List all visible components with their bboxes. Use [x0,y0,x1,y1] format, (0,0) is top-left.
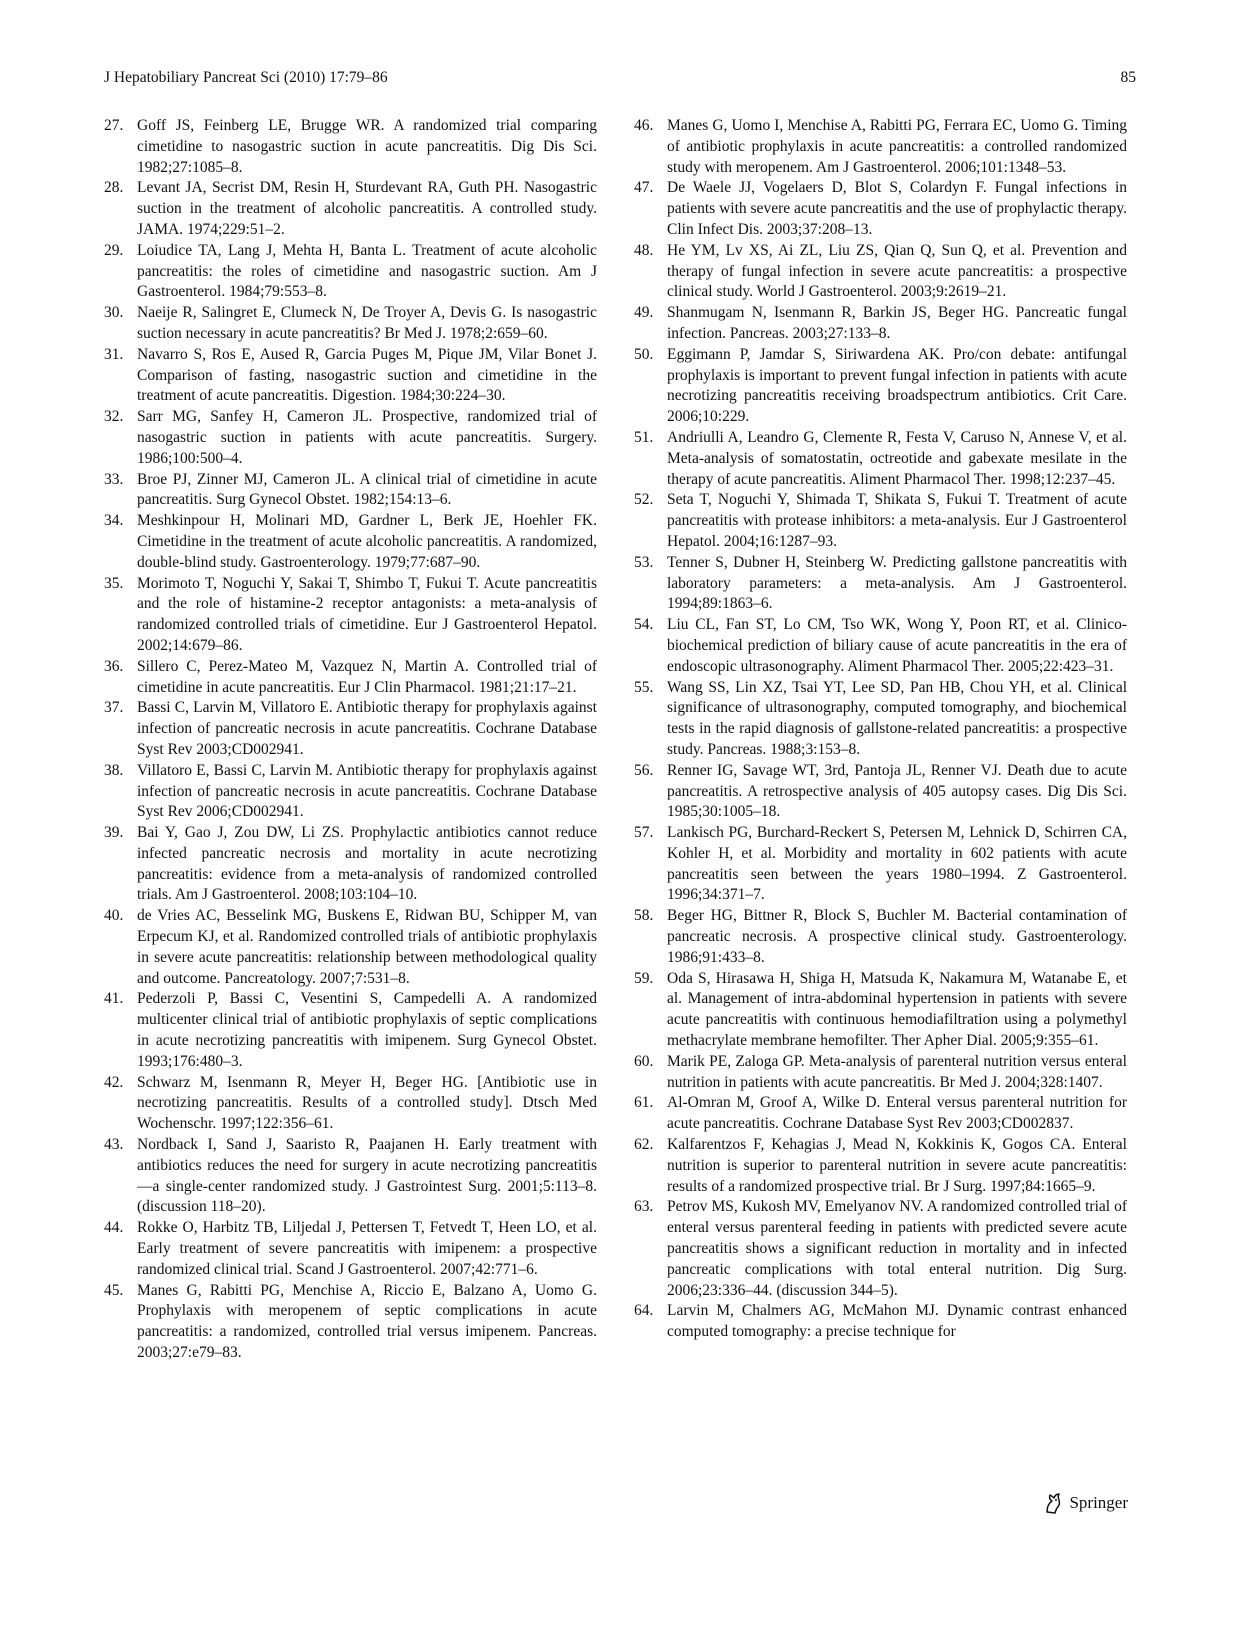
reference-text: Pederzoli P, Bassi C, Vesentini S, Campedelli A. A randomized multicenter clinical trial of antibiotic prophylaxis of septic complications in acute necrotizing pancreatitis with imipenem. Surg Gynecol Obstet. 1993;176:480–3. [137,990,597,1070]
publisher-name: Springer [1069,1493,1128,1512]
reference-item [104,470,597,512]
reference-text: Lankisch PG, Burchard-Reckert S, Petersen M, Lehnick D, Schirren CA, Kohler H, et al. Morbidity and mortality in 602 patients with acute pancreatitis seen between the years 1980–1994. Z Gastroenterol. 1996;34:371–7. [667,824,1127,904]
reference-text: Goff JS, Feinberg LE, Brugge WR. A randomized trial comparing cimetidine to nasogastric suction in acute pancreatitis. Dig Dis Sci. 1982;27:1085–8. [137,117,597,176]
reference-number: 49. [634,304,654,322]
springer-horse-icon [1043,1492,1063,1514]
reference-number: 64. [634,1302,654,1320]
reference-number: 37. [104,699,124,717]
reference-number: 36. [104,657,124,675]
running-header [104,66,1136,90]
reference-text: Liu CL, Fan ST, Lo CM, Tso WK, Wong Y, Poon RT, et al. Clinico-biochemical prediction of biliary cause of acute pancreatitis in the era of endoscopic ultrasonography. Aliment Pharmacol Ther. 2005;22:423–31. [667,616,1127,675]
reference-number: 60. [634,1052,654,1070]
reference-item [634,490,1127,552]
reference-text: Bai Y, Gao J, Zou DW, Li ZS. Prophylactic antibiotics cannot reduce infected pancreatic necrosis and mortality in acute necrotizing pancreatitis: evidence from a meta-analysis of randomized controlled trials. Am J Gastroenterol. 2008;103:104–10. [137,824,597,904]
reference-text: de Vries AC, Besselink MG, Buskens E, Ridwan BU, Schipper M, van Erpecum KJ, et al. Randomized controlled trials of antibiotic prophylaxis in severe acute pancreatitis: relationship between methodological quality and outcome. Pancreatology. 2007;7:531–8. [137,907,597,987]
reference-number: 55. [634,678,654,696]
reference-number: 43. [104,1136,124,1154]
reference-item [104,345,597,407]
page-number: 85 [1120,69,1136,86]
reference-number: 39. [104,824,124,842]
reference-number: 42. [104,1073,124,1091]
reference-text: Sillero C, Perez-Mateo M, Vazquez N, Martin A. Controlled trial of cimetidine in acute pancreatitis. Eur J Clin Pharmacol. 1981;21:17–21. [137,657,597,696]
reference-item [634,761,1127,823]
reference-column-right [634,116,1127,1343]
reference-item [634,428,1127,490]
reference-number: 61. [634,1094,654,1112]
reference-text: Naeije R, Salingret E, Clumeck N, De Troyer A, Devis G. Is nasogastric suction necessary in acute pancreatitis? Br Med J. 1978;2:659–60. [137,304,597,342]
reference-number: 29. [104,241,124,259]
reference-text: Oda S, Hirasawa H, Shiga H, Matsuda K, Nakamura M, Watanabe E, et al. Management of intra-abdominal hypertension in patients with severe acute pancreatitis with continuous hemodiafiltration using a polymethyl methacrylate membrane hemofilter. Ther Apher Dial. 2005;9:355–61. [667,969,1127,1050]
reference-number: 40. [104,907,124,925]
reference-text: Broe PJ, Zinner MJ, Cameron JL. A clinical trial of cimetidine in acute pancreatitis. Surg Gynecol Obstet. 1982;154:13–6. [137,470,597,509]
reference-number: 41. [104,990,124,1008]
reference-number: 27. [104,117,124,134]
reference-text: Villatoro E, Bassi C, Larvin M. Antibiotic therapy for prophylaxis against infection of pancreatic necrosis in acute pancreatitis. Cochrane Database Syst Rev 2006;CD002941. [137,761,597,821]
reference-number: 47. [634,179,654,197]
reference-number: 53. [634,553,654,571]
reference-number: 38. [104,761,124,779]
reference-number: 34. [104,512,124,530]
reference-item [104,303,597,345]
reference-text: Levant JA, Secrist DM, Resin H, Sturdevant RA, Guth PH. Nasogastric suction in the treatment of alcoholic pancreatitis. A controlled study. JAMA. 1974;229:51–2. [137,179,597,238]
reference-item [634,345,1127,428]
reference-number: 32. [104,408,124,426]
reference-number: 56. [634,761,654,779]
reference-text: Morimoto T, Noguchi Y, Sakai T, Shimbo T, Fukui T. Acute pancreatitis and the role of histamine-2 receptor antagonists: a meta-analysis of randomized controlled trials of cimetidine. Eur J Gastroenterol Hepatol. 2002;14:679–86. [137,574,597,654]
reference-text: Larvin M, Chalmers AG, McMahon MJ. Dynamic contrast enhanced computed tomography: a precise technique for [667,1302,1127,1341]
reference-number: 63. [634,1198,654,1216]
reference-text: Schwarz M, Isenmann R, Meyer H, Beger HG. [Antibiotic use in necrotizing pancreatitis. Results of a controlled study]. Dtsch Med Wochenschr. 1997;122:356–61. [137,1073,597,1133]
reference-item [104,906,597,989]
reference-text: Renner IG, Savage WT, 3rd, Pantoja JL, Renner VJ. Death due to acute pancreatitis. A retrospective analysis of 405 autopsy cases. Dig Dis Sci. 1985;30:1005–18. [667,761,1127,821]
reference-text: Petrov MS, Kukosh MV, Emelyanov NV. A randomized controlled trial of enteral versus parenteral feeding in patients with predicted severe acute pancreatitis shows a significant reduction in mortality and in infected pancreatic complications with total enteral nutrition. Dig Surg. 2006;23:336–44. (discussion 344–5). [667,1198,1127,1299]
reference-number: 46. [634,117,654,134]
reference-number: 35. [104,574,124,592]
reference-item [634,116,1127,178]
reference-item [634,303,1127,345]
reference-number: 33. [104,470,124,488]
reference-number: 59. [634,969,654,987]
reference-text: Kalfarentzos F, Kehagias J, Mead N, Kokkinis K, Gogos CA. Enteral nutrition is superior to parenteral nutrition in severe acute pancreatitis: results of a randomized prospective trial. Br J Surg. 1997;84:1665–9. [667,1136,1127,1195]
reference-item [634,615,1127,677]
reference-item [634,1135,1127,1197]
reference-item [634,823,1127,906]
reference-item [634,1052,1127,1094]
reference-item [104,241,597,303]
reference-text: Beger HG, Bittner R, Block S, Buchler M. Bacterial contamination of pancreatic necrosis. A prospective clinical study. Gastroenterology. 1986;91:433–8. [667,907,1127,966]
reference-text: Al-Omran M, Groof A, Wilke D. Enteral versus parenteral nutrition for acute pancreatitis. Cochrane Database Syst Rev 2003;CD002837. [667,1094,1127,1133]
reference-item [104,698,597,760]
reference-item [634,906,1127,968]
reference-item [104,407,597,469]
reference-text: Shanmugam N, Isenmann R, Barkin JS, Beger HG. Pancreatic fungal infection. Pancreas. 2003;27:133–8. [667,304,1127,342]
reference-item [104,989,597,1072]
reference-text: He YM, Lv XS, Ai ZL, Liu ZS, Qian Q, Sun Q, et al. Prevention and therapy of fungal infection in severe acute pancreatitis: a prospective clinical study. World J Gastroenterol. 2003;9:2619–21. [667,241,1127,301]
reference-item [634,1093,1127,1135]
reference-text: Rokke O, Harbitz TB, Liljedal J, Pettersen T, Fetvedt T, Heen LO, et al. Early treatment of severe pancreatitis with imipenem: a prospective randomized clinical trial. Scand J Gastroenterol. 2007;42:771–6. [137,1219,597,1278]
reference-text: Meshkinpour H, Molinari MD, Gardner L, Berk JE, Hoehler FK. Cimetidine in the treatment of acute alcoholic pancreatitis. A randomized, double-blind study. Gastroenterology. 1979;77:687–90. [137,512,597,571]
reference-number: 30. [104,304,124,322]
reference-item [104,116,597,178]
reference-text: Loiudice TA, Lang J, Mehta H, Banta L. Treatment of acute alcoholic pancreatitis: the roles of cimetidine and nasogastric suction. Am J Gastroenterol. 1984;79:553–8. [137,241,597,301]
reference-item [634,678,1127,761]
reference-text: Eggimann P, Jamdar S, Siriwardena AK. Pro/con debate: antifungal prophylaxis is important to prevent fungal infection in patients with acute necrotizing pancreatitis receiving broadspectrum antibiotics. Crit Care. 2006;10:229. [667,345,1127,426]
reference-number: 31. [104,345,124,363]
reference-item [634,1197,1127,1301]
reference-text: Wang SS, Lin XZ, Tsai YT, Lee SD, Pan HB, Chou YH, et al. Clinical significance of ultrasonography, computed tomography, and biochemical tests in the rapid diagnosis of gallstone-related pancreatitis: a prospective study. Pancreas. 1988;3:153–8. [667,678,1127,758]
reference-text: Seta T, Noguchi Y, Shimada T, Shikata S, Fukui T. Treatment of acute pancreatitis with protease inhibitors: a meta-analysis. Eur J Gastroenterol Hepatol. 2004;16:1287–93. [667,491,1127,550]
reference-number: 57. [634,824,654,842]
reference-item [634,1301,1127,1343]
reference-number: 54. [634,616,654,634]
reference-column-left [104,116,597,1364]
reference-item [104,178,597,240]
reference-number: 28. [104,179,124,197]
reference-number: 62. [634,1136,654,1154]
journal-citation: J Hepatobiliary Pancreat Sci (2010) 17:79–86 [104,69,388,86]
reference-text: Tenner S, Dubner H, Steinberg W. Predicting gallstone pancreatitis with laboratory parameters: a meta-analysis. Am J Gastroenterol. 1994;89:1863–6. [667,553,1127,613]
reference-number: 50. [634,345,654,363]
reference-number: 44. [104,1219,124,1237]
reference-text: Nordback I, Sand J, Saaristo R, Paajanen H. Early treatment with antibiotics reduces the need for surgery in acute necrotizing pancreatitis—a single-center randomized study. J Gastrointest Surg. 2001;5:113–8. (discussion 118–20). [137,1136,597,1216]
reference-item [104,1073,597,1135]
reference-item [104,1135,597,1218]
reference-number: 52. [634,491,654,509]
reference-text: Manes G, Rabitti PG, Menchise A, Riccio E, Balzano A, Uomo G. Prophylaxis with meropenem of septic complications in acute pancreatitis: a randomized, controlled trial versus imipenem. Pancreas. 2003;27:e79–83. [137,1281,597,1362]
reference-item [634,241,1127,303]
reference-item [634,969,1127,1052]
reference-text: Bassi C, Larvin M, Villatoro E. Antibiotic therapy for prophylaxis against infection of pancreatic necrosis in acute pancreatitis. Cochrane Database Syst Rev 2003;CD002941. [137,699,597,758]
reference-item [634,178,1127,240]
reference-number: 51. [634,428,654,446]
reference-text: Navarro S, Ros E, Aused R, Garcia Puges M, Pique JM, Vilar Bonet J. Comparison of fasting, nasogastric suction and cimetidine in the treatment of acute pancreatitis. Digestion. 1984;30:224–30. [137,345,597,405]
reference-item [104,761,597,823]
reference-text: De Waele JJ, Vogelaers D, Blot S, Colardyn F. Fungal infections in patients with severe acute pancreatitis and the use of prophylactic therapy. Clin Infect Dis. 2003;37:208–13. [667,179,1127,238]
reference-item [104,511,597,573]
reference-item [634,553,1127,615]
reference-text: Andriulli A, Leandro G, Clemente R, Festa V, Caruso N, Annese V, et al. Meta-analysis of somatostatin, octreotide and gabexate mesilate in the therapy of acute pancreatitis. Aliment Pharmacol Ther. 1998;12:237–45. [667,428,1127,488]
reference-item [104,574,597,657]
reference-number: 48. [634,241,654,259]
reference-text: Marik PE, Zaloga GP. Meta-analysis of parenteral nutrition versus enteral nutrition in patients with acute pancreatitis. Br Med J. 2004;328:1407. [667,1052,1127,1091]
reference-item [104,1281,597,1364]
reference-text: Manes G, Uomo I, Menchise A, Rabitti PG, Ferrara EC, Uomo G. Timing of antibiotic prophylaxis in acute pancreatitis: a controlled randomized study with meropenem. Am J Gastroenterol. 2006;101:1348–53. [667,117,1127,176]
reference-number: 58. [634,907,654,925]
reference-number: 45. [104,1281,124,1299]
publisher-footer [1043,1490,1128,1516]
reference-item [104,657,597,699]
reference-item [104,823,597,906]
reference-item [104,1218,597,1280]
reference-text: Sarr MG, Sanfey H, Cameron JL. Prospective, randomized trial of nasogastric suction in patients with acute pancreatitis. Surgery. 1986;100:500–4. [137,408,597,467]
